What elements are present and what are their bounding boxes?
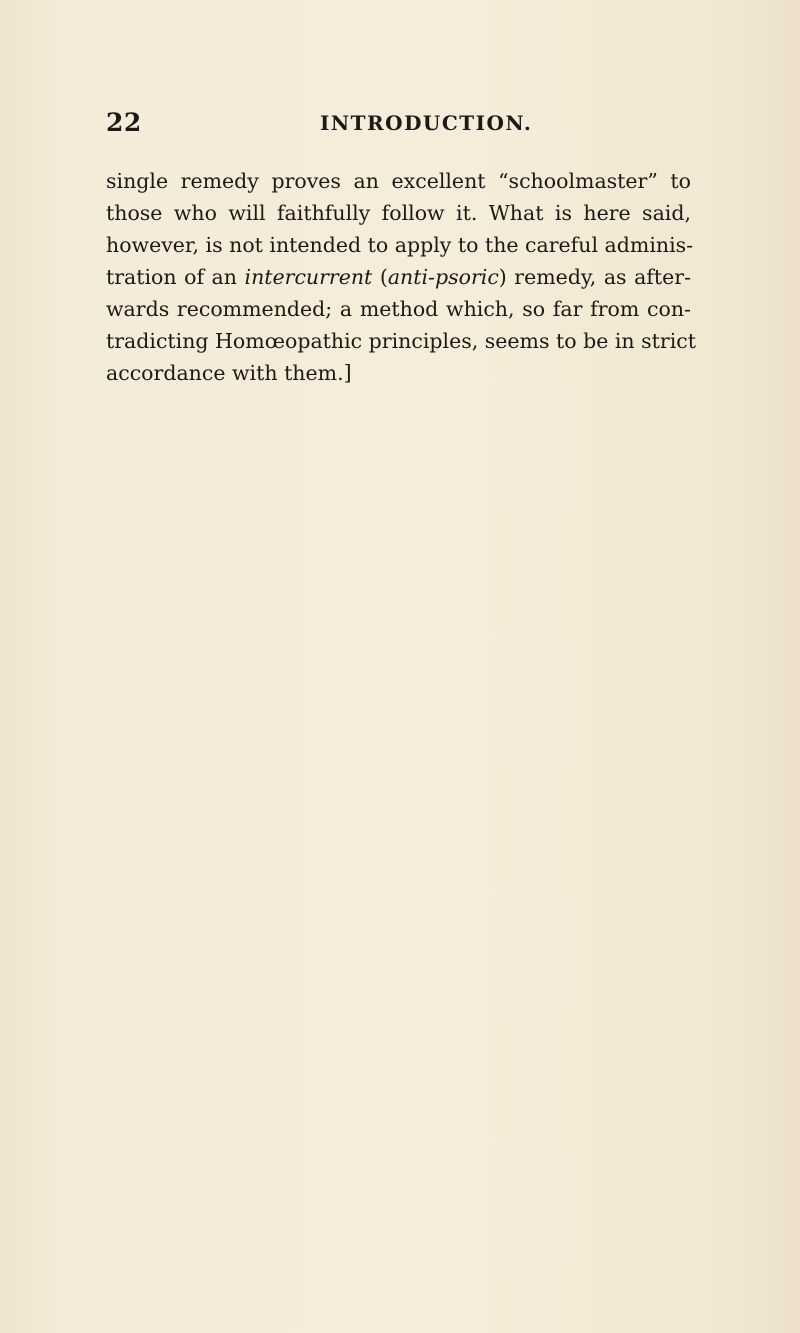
page-header	[106, 108, 686, 144]
body-paragraph	[106, 165, 696, 389]
italic-term-intercurrent: intercurrent	[244, 265, 373, 289]
text-line-7: accordance with them.]	[106, 361, 352, 385]
text-line-4: tration of an intercurrent (anti-psoric) remedy, as after-	[106, 265, 691, 289]
page-number: 22	[106, 108, 142, 137]
italic-term-anti-psoric: anti-psoric	[387, 265, 499, 289]
text-line-1: single remedy proves an excellent “schoolmaster” to	[106, 169, 691, 193]
text-line-6: tradicting Homœopathic principles, seems to be in strict	[106, 329, 696, 353]
text-line-5: wards recommended; a method which, so far from con-	[106, 297, 691, 321]
running-head: INTRODUCTION.	[320, 111, 533, 135]
text-line-3: however, is not intended to apply to the careful adminis-	[106, 233, 694, 257]
text-line-2: those who will faithfully follow it. What is here said,	[106, 201, 691, 225]
